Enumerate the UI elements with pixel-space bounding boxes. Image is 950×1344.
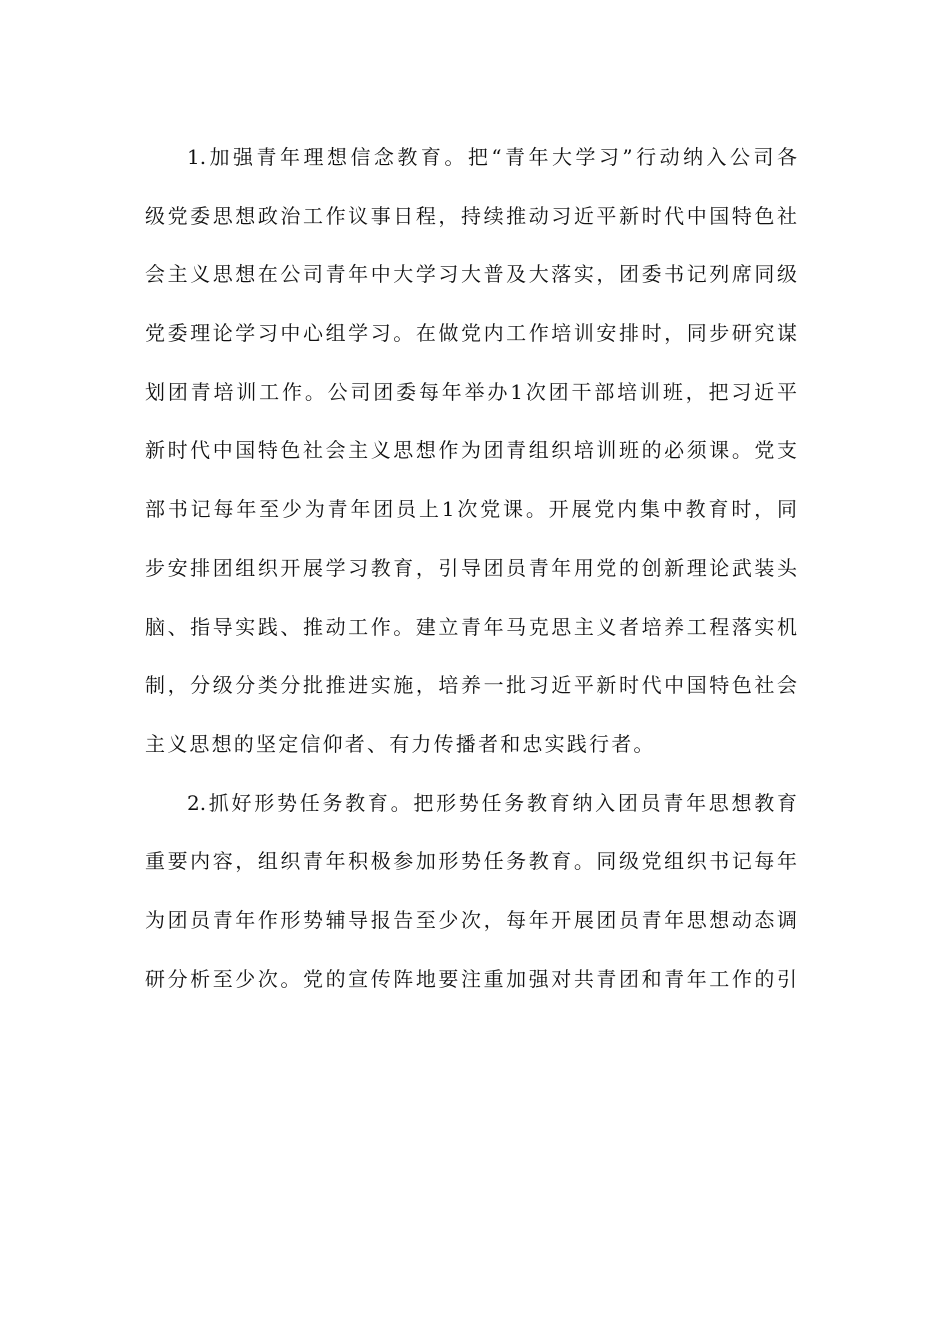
text-line: 制，分级分类分批推进实施，培养一批习近平新时代中国特色社会: [145, 673, 797, 698]
paragraph-2: [145, 774, 797, 1009]
text-line: 级党委思想政治工作议事日程，持续推动习近平新时代中国特色社: [145, 203, 797, 228]
text-line: 部书记每年至少为青年团员上1次党课。开展党内集中教育时，同: [145, 497, 797, 522]
text-line: 步安排团组织开展学习教育，引导团员青年用党的创新理论武装头: [145, 555, 797, 580]
text-line: 新时代中国特色社会主义思想作为团青组织培训班的必须课。党支: [145, 438, 797, 463]
text-line: 党委理论学习中心组学习。在做党内工作培训安排时，同步研究谋: [145, 321, 797, 346]
text-line: 2.抓好形势任务教育。把形势任务教育纳入团员青年思想教育: [187, 790, 797, 815]
text-line: 重要内容，组织青年积极参加形势任务教育。同级党组织书记每年: [145, 849, 797, 874]
text-line: 会主义思想在公司青年中大学习大普及大落实，团委书记列席同级: [145, 262, 797, 287]
text-line: 1.加强青年理想信念教育。把“青年大学习”行动纳入公司各: [187, 145, 797, 169]
document-body: [145, 128, 797, 1008]
text-line: 划团青培训工作。公司团委每年举办1次团干部培训班，把习近平: [145, 379, 797, 404]
text-line: 研分析至少次。党的宣传阵地要注重加强对共青团和青年工作的引: [145, 966, 797, 991]
text-line: 主义思想的坚定信仰者、有力传播者和忠实践行者。: [145, 731, 656, 756]
text-line: 为团员青年作形势辅导报告至少次，每年开展团员青年思想动态调: [145, 907, 797, 932]
paragraph-1: [145, 128, 797, 774]
text-line: 脑、指导实践、推动工作。建立青年马克思主义者培养工程落实机: [145, 614, 797, 639]
